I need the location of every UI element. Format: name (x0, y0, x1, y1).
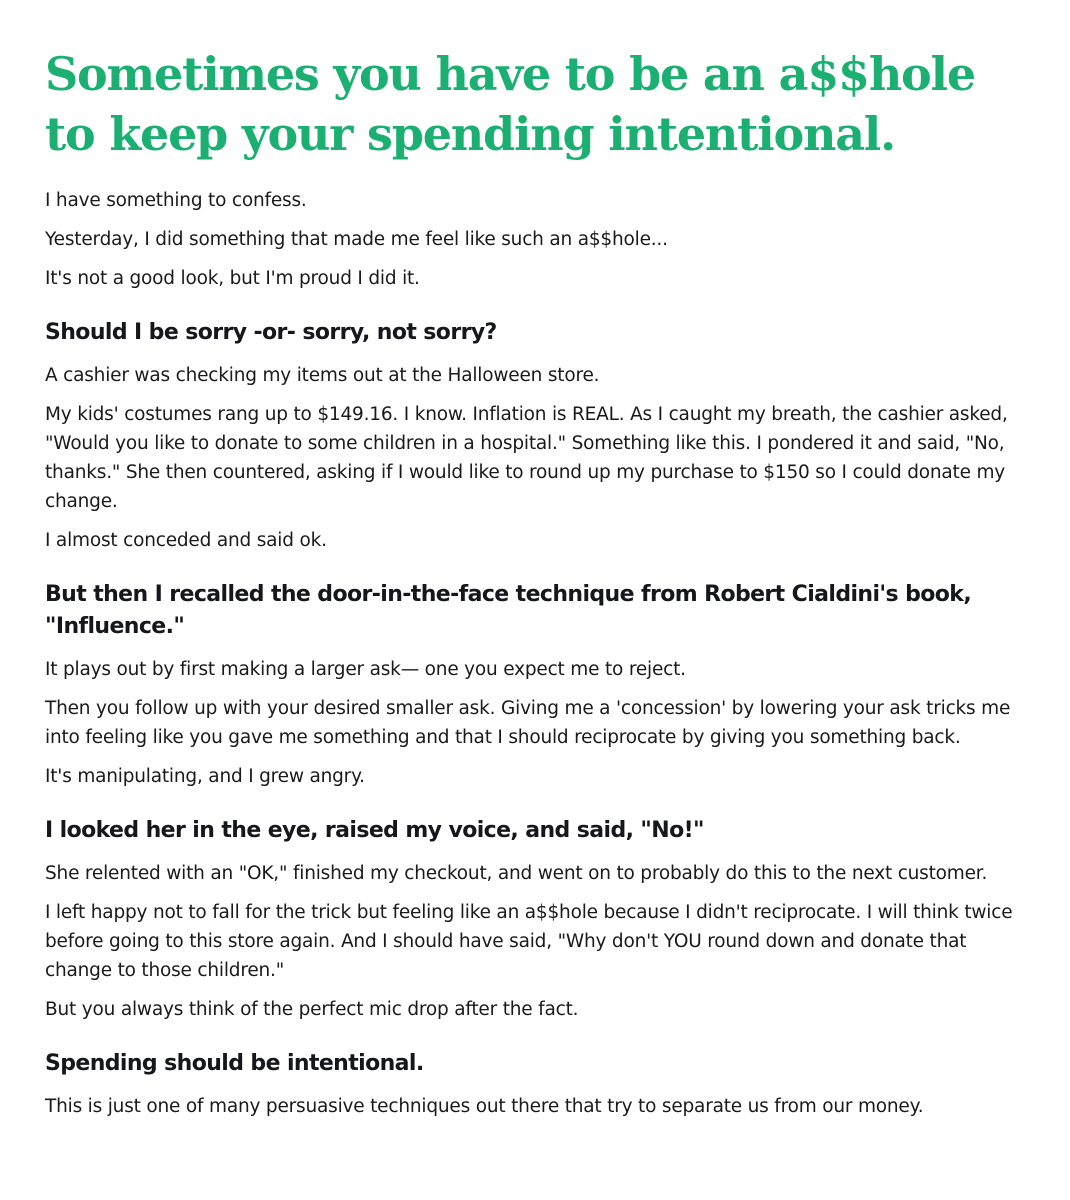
section-heading-intentional: Spending should be intentional. (45, 1051, 424, 1076)
article (45, 44, 1030, 1131)
section-paragraph: A cashier was checking my items out at the Halloween store. (45, 365, 600, 386)
article-title: Sometimes you have to be an a$$hole to keep your spending intentional. (45, 47, 975, 161)
section-paragraph: My kids' costumes rang up to $149.16. I know. Inflation is REAL. As I caught my breath, the cashier asked, "Would you like to donate to some children in a hospital." Something like this. I pondered it and said, "No, thanks." She then countered, asking if I would like to round up my purchase to $150 so I could donate my change. (45, 404, 1008, 512)
section-heading-door-in-the-face: But then I recalled the door-in-the-face technique from Robert Cialdini's book, "Influence." (45, 582, 972, 639)
section-paragraph: I almost conceded and said ok. (45, 530, 327, 551)
section-paragraph: Then you follow up with your desired smaller ask. Giving me a 'concession' by lowering your ask tricks me into feeling like you gave me something and that I should reciprocate by giving you something back. (45, 698, 1011, 748)
section-heading-said-no: I looked her in the eye, raised my voice, and said, "No!" (45, 818, 704, 843)
intro-paragraph: Yesterday, I did something that made me feel like such an a$$hole... (45, 229, 668, 250)
section-heading-sorry: Should I be sorry -or- sorry, not sorry? (45, 320, 497, 345)
section-paragraph: It plays out by first making a larger ask— one you expect me to reject. (45, 659, 686, 680)
section-paragraph: She relented with an "OK," finished my checkout, and went on to probably do this to the next customer. (45, 863, 988, 884)
intro-paragraph: It's not a good look, but I'm proud I did it. (45, 268, 420, 289)
section-paragraph: This is just one of many persuasive techniques out there that try to separate us from our money. (45, 1096, 924, 1117)
section-paragraph: But you always think of the perfect mic drop after the fact. (45, 999, 579, 1020)
intro-paragraph: I have something to confess. (45, 190, 307, 211)
section-paragraph: I left happy not to fall for the trick but feeling like an a$$hole because I didn't reciprocate. I will think twice before going to this store again. And I should have said, "Why don't YOU round down and donate that change to those children." (45, 902, 1013, 981)
section-paragraph: It's manipulating, and I grew angry. (45, 766, 365, 787)
